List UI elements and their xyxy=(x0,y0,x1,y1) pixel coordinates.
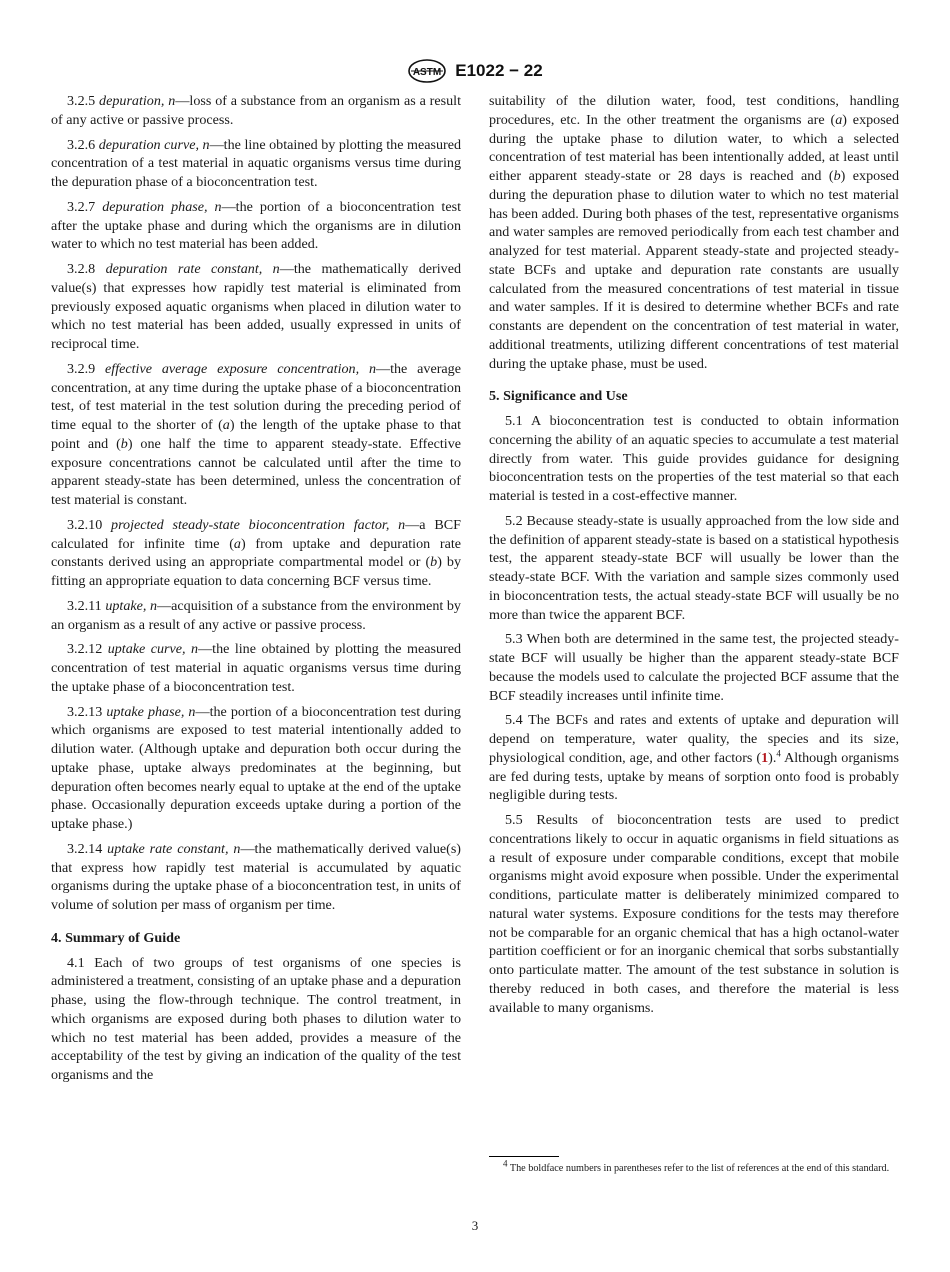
definition-3-2-10: 3.2.10 projected steady-state bioconcentration factor, n—a BCF calculated for infinite time (a) from uptake and depuration rate constants derived using an appropriate compartmental model or (b) by fitting an appropriate equation to data concerning BCF versus time. xyxy=(51,516,462,589)
svg-text:ASTM: ASTM xyxy=(413,67,442,78)
section-4-heading: 4. Summary of Guide xyxy=(51,929,181,946)
footnote-marker[interactable]: 4 xyxy=(776,748,781,759)
page-header xyxy=(0,56,950,86)
paragraph-4-1: 4.1 Each of two groups of test organisms of one species is administered a treatment, consisting of an uptake phase and a depuration phase, using the flow-through technique. The control treatment, in which organisms are exposed during both phases to dilution water to which no test material has been added, provides a measure of the acceptability of the test by giving an indication of the quality of the test organisms and the xyxy=(51,954,461,1083)
footnote: $^4$ The boldface numbers in parentheses refer to the list of references at the end of this standard. xyxy=(503,1158,890,1174)
astm-logo-icon xyxy=(407,58,447,84)
page-number: 3 xyxy=(471,1218,479,1233)
definition-3-2-13: 3.2.13 uptake phase, n—the portion of a bioconcentration test during which organisms are exposed to test material intentionally added to dilution water. (Although uptake and depuration both occur during the uptake phase, uptake always predominates at the beginning, but depuration often becomes nearly equal to uptake at the end of the uptake phase. Occasionally depuration exceeds uptake during a portion of the uptake phase.) xyxy=(51,703,461,832)
definition-3-2-5: 3.2.5 depuration, n—loss of a substance from an organism as a result of any active or passive process. xyxy=(51,93,461,128)
left-column xyxy=(51,92,461,1091)
paragraph-5-4: 5.4 The BCFs and rates and extents of uptake and depuration will depend on temperature, water quality, the species and its size, physiological condition, age, and other factors (1).$^4$ Although organisms are fed during tests, uptake by means of sorption onto food is probably negligible during tests. xyxy=(489,712,899,804)
definition-3-2-14: 3.2.14 uptake rate constant, n—the mathematically derived value(s) that express how rapidly test material is accumulated by aquatic organisms during the uptake phase of a bioconcentration test, in units of volume of solution per mass of organism per time. xyxy=(51,840,461,913)
paragraph-5-5: 5.5 Results of bioconcentration tests are used to predict concentrations likely to occur in aquatic organisms in field situations as a result of exposure under comparable conditions, except that mobile organisms might avoid exposure when possible. Under the experimental conditions, particulate matter is deliberately minimized compared to natural water systems. Exposure conditions for the tests may therefore not be comparable for an organic chemical that has a high octanol-water partition coefficient or for an inorganic chemical that sorbs substantially onto particulate matter. The amount of the test substance in solution is thereby reduced in both cases, and therefore the material is less available to many organisms. xyxy=(489,812,899,1016)
definition-3-2-12: 3.2.12 uptake curve, n—the line obtained by plotting the measured concentration of test material in aquatic organisms versus time during the uptake phase of a bioconcentration test. xyxy=(51,641,462,695)
footnote-divider xyxy=(489,1156,559,1157)
definition-3-2-8: 3.2.8 depuration rate constant, n—the mathematically derived value(s) that expresses how rapidly test material is eliminated from previously exposed aquatic organisms when placed in dilution water to which no test material has been added, usually expressed in units of reciprocal time. xyxy=(51,261,461,352)
definition-3-2-9: 3.2.9 effective average exposure concentration, n—the average concentration, at any time during the uptake phase of a bioconcentration test, of test material in the test solution during the preceding period of time equal to the shorter of (a) the length of the uptake phase to that point and (b) one half the time to apparent steady-state. Effective exposure concentrations cannot be calculated until after the time to apparent steady-state has been determined, unless the concentration of test material is constant. xyxy=(51,360,462,508)
section-5-heading: 5. Significance and Use xyxy=(489,388,628,405)
right-column xyxy=(489,92,899,1023)
definition-3-2-11: 3.2.11 uptake, n—acquisition of a substance from the environment by an organism as a result of any active or passive process. xyxy=(51,597,461,633)
paragraph-5-1: 5.1 A bioconcentration test is conducted to obtain information concerning the ability of an aquatic species to accumulate a test material directly from water. This guide provides guidance for designing bioconcentration tests on the properties of the test material so that each material is tested in a cost-effective manner. xyxy=(489,413,899,504)
paragraph-5-3: 5.3 When both are determined in the same test, the projected steady-state BCF will usually be higher than the apparent steady-state BCF because the models used to calculate the projected BCF assume that the BCF steadily increases until infinite time. xyxy=(489,631,899,704)
paragraph-5-2: 5.2 Because steady-state is usually approached from the low side and the definition of apparent steady-state is based on a statistical hypothesis test, the apparent steady-state BCF will usually be lower than the steady-state BCF. With the variation and sample sizes commonly used in bioconcentration tests, the actual steady-state BCF will usually be no more than twice the apparent BCF. xyxy=(489,512,899,623)
definition-3-2-7: 3.2.7 depuration phase, n—the portion of a bioconcentration test after the uptake phase and during which the organisms are in dilution water to which no test material has been added. xyxy=(51,198,461,253)
definition-3-2-6: 3.2.6 depuration curve, n—the line obtained by plotting the measured concentration of a test material in aquatic organisms versus time during the depuration phase of a bioconcentration test. xyxy=(51,136,462,190)
paragraph-4-1-continued: suitability of the dilution water, food, test conditions, handling procedures, etc. In the other treatment the organisms are (a) exposed during the uptake phase to dilution water, to which a selected concentration of test material has been intentionally added, at least until either apparent steady-state or 28 days is reached and (b) exposed during the depuration phase to dilution water to which no test material has been added. During both phases of the test, representative organisms and water samples are removed periodically from each test chamber and analyzed for test material. Apparent steady-state and projected steady-state BCFs and uptake and depuration rate constants are usually calculated from the measured concentrations of test material in tissue and water samples. If it is desired to determine whether BCFs and rate constants are dependent on the concentration of test material in water, additional treatments, utilizing different concentrations of test material during the uptake phase, must be used. xyxy=(489,93,899,372)
standard-designation: E1022 − 22 xyxy=(455,61,543,80)
reference-link[interactable]: 1 xyxy=(761,749,769,766)
